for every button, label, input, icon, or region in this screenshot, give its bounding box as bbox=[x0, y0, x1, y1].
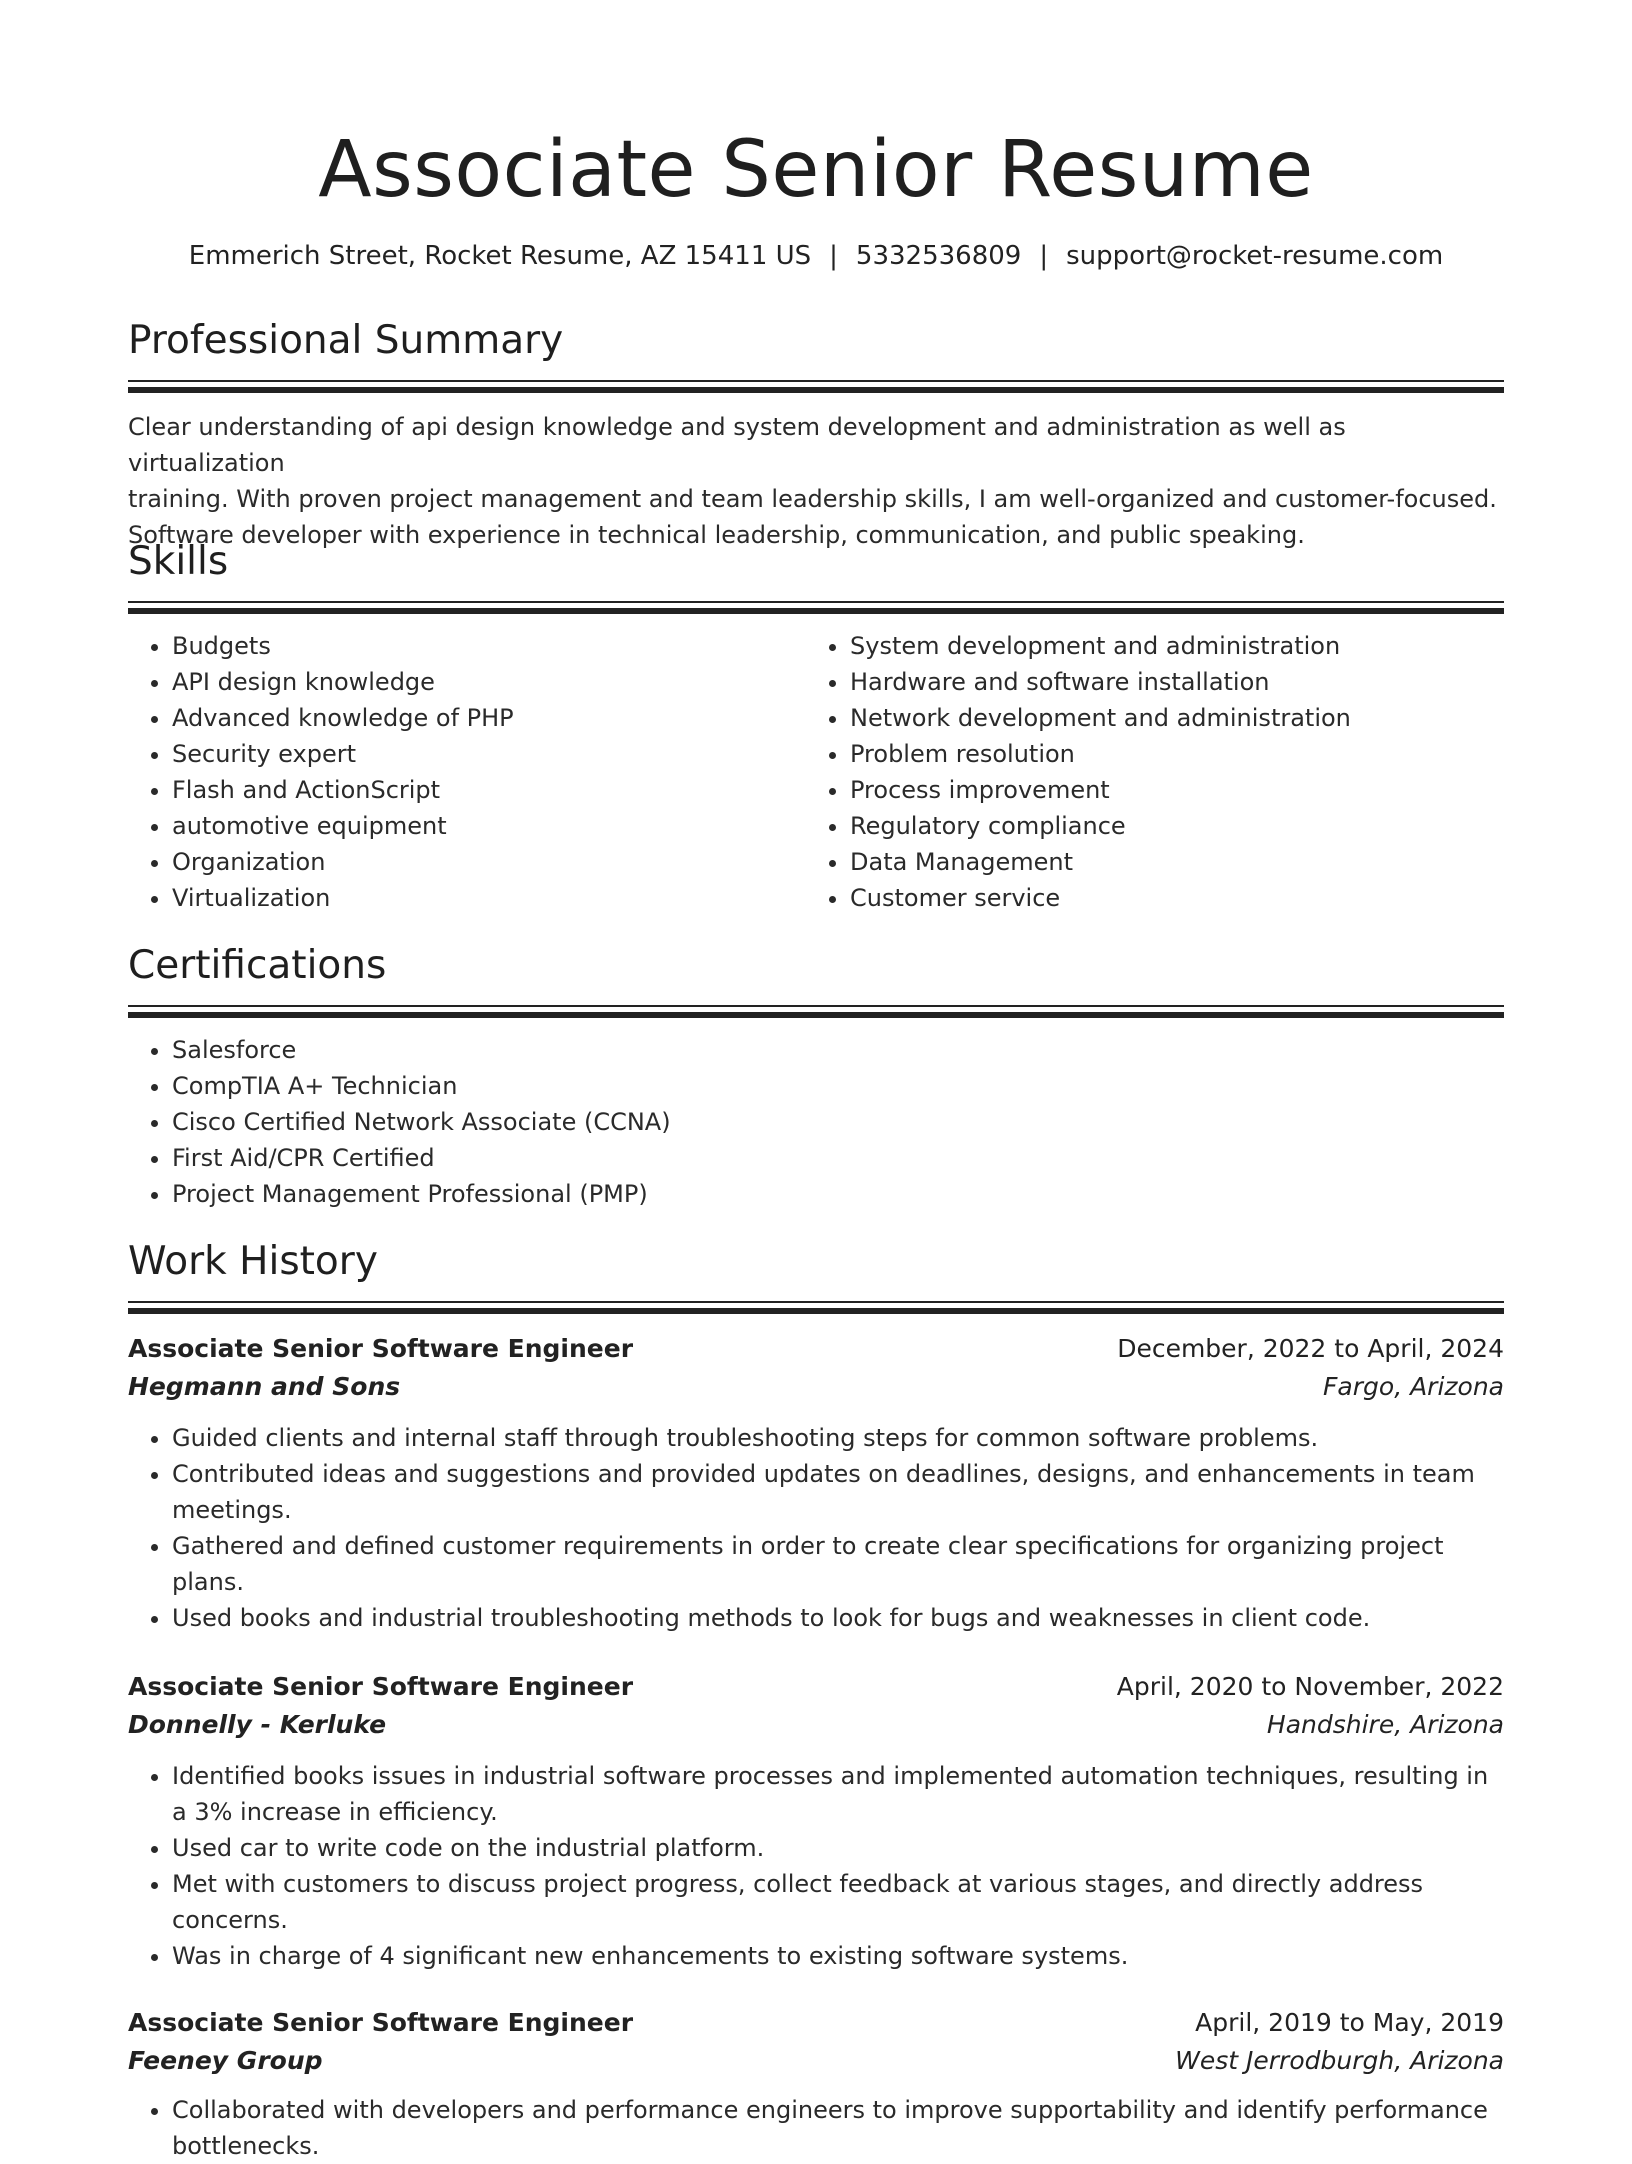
certification-item: • Project Management Professional (PMP) bbox=[172, 1176, 1504, 1212]
job-bullet: • Identified books issues in industrial software processes and implemented automation techniques, resulting in a 3% increase in efficiency. bbox=[172, 1758, 1504, 1830]
certifications-list bbox=[128, 1032, 1504, 1212]
contact-phone: 5332536809 bbox=[855, 241, 1022, 271]
job-company: Feeney Group bbox=[128, 2046, 323, 2075]
skills-column-right bbox=[806, 628, 1484, 916]
job-bullet: • Contributed ideas and suggestions and provided updates on deadlines, designs, and enhancements in team meetings. bbox=[172, 1456, 1504, 1528]
job-title: Associate Senior Software Engineer bbox=[128, 1334, 634, 1363]
skill-item: • Advanced knowledge of PHP bbox=[172, 700, 806, 736]
summary-line: training. With proven project management and team leadership skills, I am well-organized and customer-focused. bbox=[128, 485, 1497, 513]
job-dates: December, 2022 to April, 2024 bbox=[1117, 1334, 1504, 1363]
section-title: Certifications bbox=[128, 943, 387, 988]
job-header bbox=[128, 1330, 1504, 1368]
job-title: Associate Senior Software Engineer bbox=[128, 1672, 634, 1701]
job-title: Associate Senior Software Engineer bbox=[128, 2008, 634, 2037]
summary-text bbox=[128, 409, 1504, 553]
job-bullets bbox=[128, 1420, 1504, 1636]
skill-item: • Regulatory compliance bbox=[850, 808, 1484, 844]
section-divider bbox=[128, 1301, 1504, 1303]
contact-separator: | bbox=[1039, 241, 1049, 271]
contact-address: Emmerich Street, Rocket Resume, AZ 15411 US bbox=[188, 241, 812, 271]
job-subheader bbox=[128, 1368, 1504, 1406]
contact-line bbox=[128, 236, 1504, 276]
job-subheader bbox=[128, 2042, 1504, 2080]
job-company: Donnelly - Kerluke bbox=[128, 1710, 387, 1739]
skill-item: • Process improvement bbox=[850, 772, 1484, 808]
section-title: Work History bbox=[128, 1239, 378, 1284]
job-entry bbox=[128, 1330, 1504, 1636]
job-header bbox=[128, 1668, 1504, 1706]
skill-item: • Customer service bbox=[850, 880, 1484, 916]
summary-section bbox=[128, 316, 1504, 553]
section-divider bbox=[128, 380, 1504, 382]
skills-section bbox=[128, 537, 1504, 916]
certification-item: • CompTIA A+ Technician bbox=[172, 1068, 1504, 1104]
skill-item: • Budgets bbox=[172, 628, 806, 664]
job-location: Handshire, Arizona bbox=[1266, 1710, 1504, 1739]
certification-item: • First Aid/CPR Certified bbox=[172, 1140, 1504, 1176]
job-location: Fargo, Arizona bbox=[1323, 1372, 1504, 1401]
section-divider bbox=[128, 1005, 1504, 1007]
section-title: Skills bbox=[128, 539, 229, 584]
skills-grid bbox=[128, 628, 1504, 916]
skill-item: • Data Management bbox=[850, 844, 1484, 880]
section-divider bbox=[128, 1012, 1504, 1018]
summary-line: Clear understanding of api design knowledge and system development and administration as well as virtualization bbox=[128, 413, 1346, 477]
job-company: Hegmann and Sons bbox=[128, 1372, 401, 1401]
certification-item: • Cisco Certified Network Associate (CCNA) bbox=[172, 1104, 1504, 1140]
job-bullet: • Met with customers to discuss project progress, collect feedback at various stages, and directly address concerns. bbox=[172, 1866, 1504, 1938]
skill-item: • Hardware and software installation bbox=[850, 664, 1484, 700]
skill-item: • Security expert bbox=[172, 736, 806, 772]
job-bullet: • Was in charge of 4 significant new enhancements to existing software systems. bbox=[172, 1938, 1504, 1974]
skill-item: • Organization bbox=[172, 844, 806, 880]
job-header bbox=[128, 2004, 1504, 2042]
section-title: Professional Summary bbox=[128, 318, 564, 363]
certification-item: • Salesforce bbox=[172, 1032, 1504, 1068]
skill-item: • Network development and administration bbox=[850, 700, 1484, 736]
certifications-section bbox=[128, 941, 1504, 1212]
skill-item: • automotive equipment bbox=[172, 808, 806, 844]
job-location: West Jerrodburgh, Arizona bbox=[1175, 2046, 1504, 2075]
job-bullets bbox=[128, 1758, 1504, 1974]
resume-name: Associate Senior Resume bbox=[318, 125, 1314, 215]
skill-item: • Flash and ActionScript bbox=[172, 772, 806, 808]
summary-line: Software developer with experience in technical leadership, communication, and public speaking. bbox=[128, 521, 1305, 549]
contact-separator: | bbox=[829, 241, 838, 271]
skill-item: • System development and administration bbox=[850, 628, 1484, 664]
job-dates: April, 2020 to November, 2022 bbox=[1116, 1672, 1504, 1701]
contact-email: support@rocket-resume.com bbox=[1066, 241, 1444, 271]
job-bullet: • Used car to write code on the industrial platform. bbox=[172, 1830, 1504, 1866]
job-bullets bbox=[128, 2092, 1504, 2164]
section-divider bbox=[128, 608, 1504, 614]
skills-column-left bbox=[128, 628, 806, 916]
job-dates: April, 2019 to May, 2019 bbox=[1195, 2008, 1504, 2037]
job-bullet: • Collaborated with developers and performance engineers to improve supportability and identify performance bottlenecks. bbox=[172, 2092, 1504, 2164]
section-divider bbox=[128, 387, 1504, 393]
job-bullet: • Guided clients and internal staff through troubleshooting steps for common software problems. bbox=[172, 1420, 1504, 1456]
job-bullet: • Used books and industrial troubleshooting methods to look for bugs and weaknesses in client code. bbox=[172, 1600, 1504, 1636]
section-divider bbox=[128, 1308, 1504, 1314]
work-history-section bbox=[128, 1237, 1504, 2164]
job-subheader bbox=[128, 1706, 1504, 1744]
skill-item: • Virtualization bbox=[172, 880, 806, 916]
skill-item: • API design knowledge bbox=[172, 664, 806, 700]
section-divider bbox=[128, 601, 1504, 603]
job-entry bbox=[128, 1668, 1504, 1974]
skill-item: • Problem resolution bbox=[850, 736, 1484, 772]
job-bullet: • Gathered and defined customer requirements in order to create clear specifications for organizing project plans. bbox=[172, 1528, 1504, 1600]
job-entry bbox=[128, 2004, 1504, 2164]
